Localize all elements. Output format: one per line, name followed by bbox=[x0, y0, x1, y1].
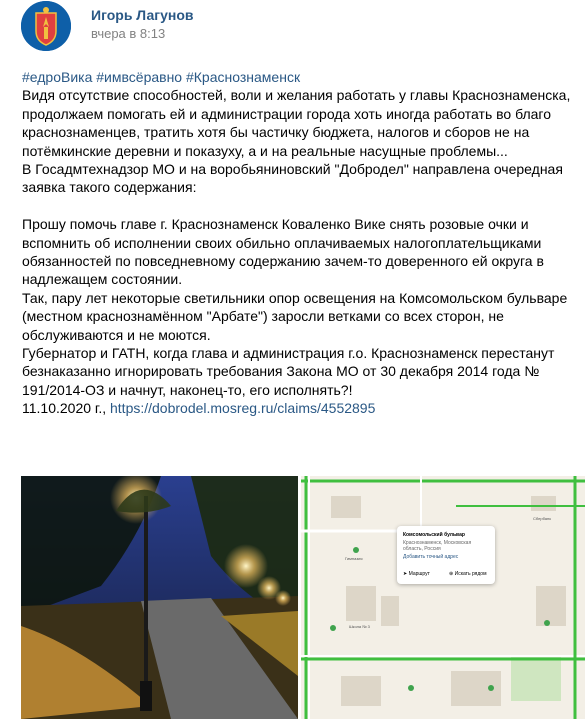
paragraph-5: Губернатор и ГАТН, когда глава и администрация г.о. Краснознаменск перестанут безнаказанно игнорировать требования Закона МО от 30 декабря 2014 года № 191/2014-ОЗ и начнут, наконец-то, его исполнять?! bbox=[22, 345, 555, 398]
hashtags[interactable]: #едроВика #имвсёравно #Краснознаменск bbox=[22, 69, 301, 85]
map-search-label: Искать рядом bbox=[454, 571, 487, 577]
map-card-add-address[interactable]: Добавить точный адрес bbox=[403, 554, 459, 560]
map-route-label: Маршрут bbox=[408, 571, 430, 577]
map-route-button[interactable]: ➤ Маршрут bbox=[403, 571, 430, 577]
date-prefix: 11.10.2020 г., bbox=[22, 400, 110, 417]
map-card-title: Комсомольский бульвар bbox=[403, 532, 465, 538]
map-preview[interactable] bbox=[301, 476, 585, 719]
map-card-address: Краснознаменск, Московская область, Россия bbox=[403, 540, 472, 552]
photo-lamp-post[interactable] bbox=[21, 476, 298, 719]
night-boulevard-image bbox=[21, 476, 298, 719]
coat-of-arms-icon bbox=[21, 1, 71, 51]
claim-link[interactable]: https://dobrodel.mosreg.ru/claims/4552895 bbox=[110, 400, 376, 417]
paragraph-4: Так, пару лет некоторые светильники опор освещения на Комсомольском бульваре (местном краснознамённом "Арбате") заросли ветками со всех сторон, не обслуживаются и не моются. bbox=[22, 289, 568, 343]
paragraph-2: В Госадмтехнадзор МО и на воробьяниновский "Добродел" направлена очередная заявка такого содержания: bbox=[22, 161, 563, 196]
map-image bbox=[301, 476, 585, 719]
avatar[interactable] bbox=[21, 1, 71, 51]
map-place-card[interactable] bbox=[397, 526, 495, 584]
map-label-school2: Школа № 3 bbox=[349, 624, 370, 629]
map-label-school: Гимназия bbox=[345, 556, 363, 561]
map-label-bank: Сбербанк bbox=[533, 516, 551, 521]
paragraph-1: Видя отсутствие способностей, воли и желания работать у главы Краснознаменска, продолжаем помогать ей и администрации города хоть иногда работать во благо краснознаменцев, тратить хотя бы частичку бюджета, налогов и сборов не на потёмкинские деревни и показуху, а и на реальные насущные проблемы... bbox=[22, 87, 571, 159]
map-search-nearby-button[interactable]: ⊕ Искать рядом bbox=[449, 571, 487, 577]
blank-line bbox=[22, 197, 582, 215]
post-text bbox=[22, 68, 582, 418]
post-time[interactable]: вчера в 8:13 bbox=[91, 26, 166, 41]
author-name[interactable]: Игорь Лагунов bbox=[91, 7, 194, 23]
paragraph-3: Прошу помочь главе г. Краснознаменск Коваленко Вике снять розовые очки и вспомнить об исполнении своих обильно оплачиваемых налогоплательщиками обязанностей по повседневному содержанию зачем-то доверенного ей округа в надлежащем состоянии. bbox=[22, 216, 544, 288]
